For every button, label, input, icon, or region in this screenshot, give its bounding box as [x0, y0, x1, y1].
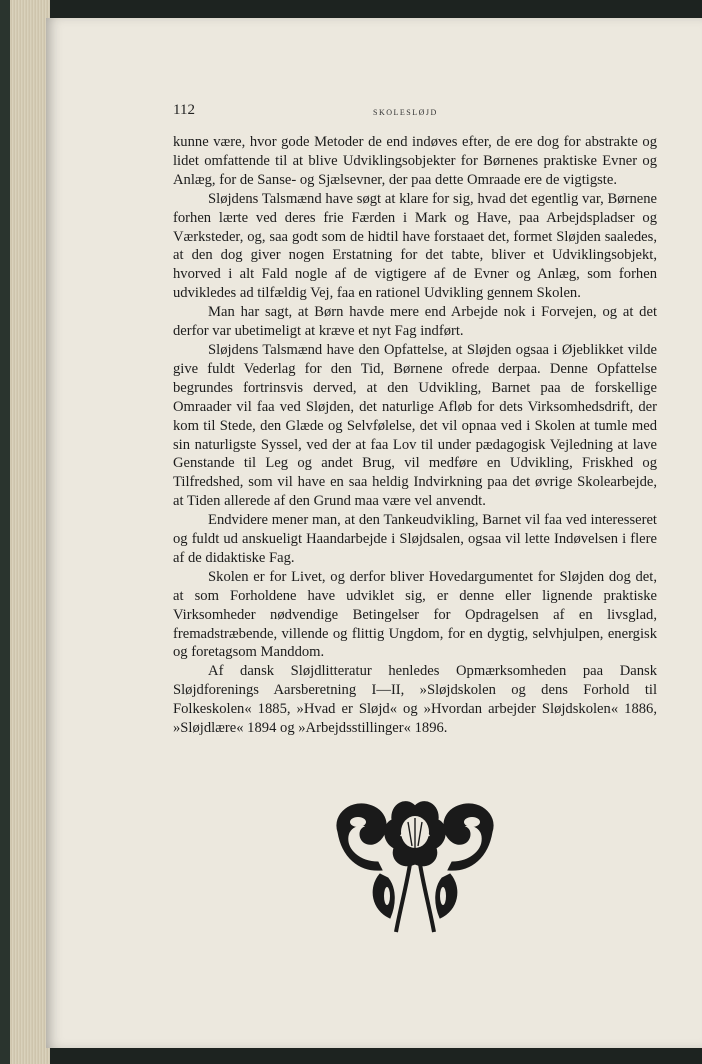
page-number: 112 — [173, 102, 195, 118]
floral-tailpiece-icon — [330, 792, 500, 937]
paragraph: Sløjdens Talsmænd have søgt at klare for sig, hvad det egentlig var, Børnene forhen lærte ved deres frie Færden i Mark og Have, paa Arbejdspladser og Værksteder, og, saa godt som de hidtil have forstaaet det, formet Sløjden saaledes, at den dog giver nogen Erstatning for det tabte, bliver et Udviklingsobjekt, hvorved i alt Fald nogle af de vigtigere af de Evner og Anlæg, som forhen udvikledes ad tilfældig Vej, faa en rationel Udvikling gennem Skolen. — [173, 190, 657, 302]
running-head: SKOLESLØJD — [373, 108, 438, 117]
page-header — [173, 102, 655, 124]
paragraph: Endvidere mener man, at den Tankeudvikling, Barnet vil faa ved interesseret og fuldt ud anskueligt Haandarbejde i Sløjdsalen, ogsaa vil lette Indøvelsen i flere af de didaktiske Fag. — [173, 512, 657, 566]
paragraph: Sløjdens Talsmænd have den Opfattelse, at Sløjden ogsaa i Øjeblikket vilde give fuldt Vederlag for den Tid, Børnene ofrede derpaa. Denne Opfattelse begrundes fortrinsvis derved, at den Udvikling, Barnet paa de forskellige Omraader vil faa ved Sløjden, det naturlige Afløb for dets Virksomhedsdrift, der kom til Stede, den Glæde og Selvfølelse, det vil opnaa ved i Skolen at tumle med sin naturligste Syssel, ved der at faa Lov til under pædagogisk Vejledning at lave Genstande til Leg og andet Brug, vil medføre en Udvikling, Friskhed og Tilfredshed, som vil have en saa heldig Indvirkning paa det øvrige Skolearbejde, at Tiden allerede af den Grund maa være vel anvendt. — [173, 341, 657, 510]
paragraph: Skolen er for Livet, og derfor bliver Hovedargumentet for Sløjden dog det, at som Forholdene have udviklet sig, er denne eller lignende praktiske Virksomheder nødvendige Betingelser for Opdragelsen af en livsglad, fremadstræbende, villende og flittig Ungdom, for en dygtig, selvhjulpen, energisk og foretagsom Manddom. — [173, 568, 657, 661]
book-cover-edge — [0, 0, 10, 1064]
body-text — [173, 133, 657, 738]
paragraph: Man har sagt, at Børn havde mere end Arbejde nok i Forvejen, og at det derfor var ubetimeligt at kræve et nyt Fag indført. — [173, 304, 657, 340]
paragraph: kunne være, hvor gode Metoder de end indøves efter, de ere dog for abstrakte og lidet omfattende til at blive Udviklingsobjekter for Børnenes praktiske Evner og Anlæg, for de Sanse- og Sjælsevner, der paa dette Omraade ere de vigtigste. — [173, 134, 657, 188]
paragraph: Af dansk Sløjdlitteratur henledes Opmærksomheden paa Dansk Sløjdforenings Aarsberetning I—II, »Sløjdskolen og dens Forhold til Folkeskolen« 1885, »Hvad er Sløjd« og »Hvordan arbejder Sløjdskolen« 1886, »Sløjdlære« 1894 og »Arbejdsstillinger« 1896. — [173, 663, 657, 737]
